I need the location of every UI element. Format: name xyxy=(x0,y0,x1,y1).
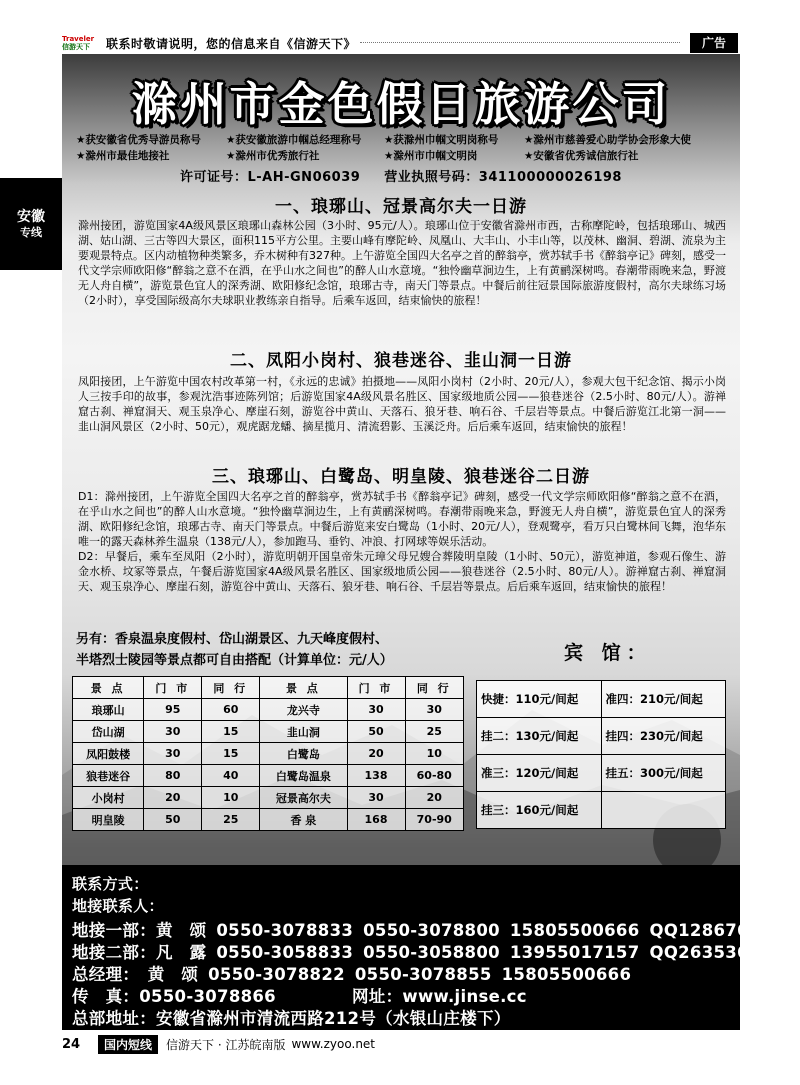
price-table-row xyxy=(73,721,464,743)
route-3-title: 三、琅琊山、白鹭岛、明皇陵、狼巷迷谷二日游 xyxy=(212,467,590,487)
price-table-cell: 25 xyxy=(202,809,260,831)
contact-heading: 联系方式： xyxy=(72,875,149,893)
hotel-rate-cell: 准三：120元/间起 xyxy=(477,755,602,792)
manager-mobile: 15805500666 xyxy=(501,965,632,984)
price-table-cell: 138 xyxy=(347,765,405,787)
logo-line-1: Traveler xyxy=(62,35,95,43)
price-table-cell: 15 xyxy=(202,743,260,765)
price-table-cell: 龙兴寺 xyxy=(260,699,347,721)
col-header-attraction: 景 点 xyxy=(73,677,144,699)
page-footer xyxy=(62,1034,740,1054)
price-table-header-row xyxy=(73,677,464,699)
price-table-row xyxy=(73,809,464,831)
hotel-rate-row xyxy=(477,718,726,755)
hotel-rate-cell: 挂三：160元/间起 xyxy=(477,792,602,829)
manager-phone-1: 0550-3078822 xyxy=(208,965,345,984)
price-table-cell: 20 xyxy=(144,787,202,809)
website-line: 网址：www.jinse.cc xyxy=(352,987,527,1006)
price-table-cell: 168 xyxy=(347,809,405,831)
price-table-row xyxy=(73,699,464,721)
honor-item: ★滁州市巾帼文明岗 xyxy=(384,150,478,162)
price-table-cell: 60 xyxy=(202,699,260,721)
extra-note-line-2: 半塔烈士陵园等景点都可自由搭配（计算单位：元/人） xyxy=(76,653,393,668)
price-table-cell: 琅琊山 xyxy=(73,699,144,721)
honors-row xyxy=(76,132,736,148)
permit-number: 许可证号：L-AH-GN06039 xyxy=(180,170,361,185)
route-1-title: 一、琅琊山、冠景高尔夫一日游 xyxy=(275,197,527,217)
price-table-cell: 60-80 xyxy=(405,765,464,787)
price-table-cell: 明皇陵 xyxy=(73,809,144,831)
dept1-contact-line xyxy=(72,917,796,941)
price-table-cell: 20 xyxy=(347,743,405,765)
honor-item: ★滁州市最佳地接社 xyxy=(76,150,170,162)
hotel-rate-row xyxy=(477,755,726,792)
hotel-rate-cell: 快捷：110元/间起 xyxy=(477,681,602,718)
price-table-cell: 狼巷迷谷 xyxy=(73,765,144,787)
price-table-cell: 韭山洞 xyxy=(260,721,347,743)
publication-logo xyxy=(62,35,96,51)
dept2-phone-1: 0550-3058833 xyxy=(216,943,354,962)
dept1-phone-1: 0550-3078833 xyxy=(216,921,354,940)
price-table-cell: 冠景高尔夫 xyxy=(260,787,347,809)
price-table-cell: 20 xyxy=(405,787,464,809)
col-header-trade: 同 行 xyxy=(405,677,464,699)
price-table-row xyxy=(73,743,464,765)
hotel-rate-table xyxy=(476,680,726,829)
business-license-number: 营业执照号码：341100000026198 xyxy=(384,170,622,185)
hotel-rate-cell: 挂二：130元/间起 xyxy=(477,718,602,755)
dept2-label: 地接二部：凡 露 xyxy=(72,943,207,962)
ticket-price-table xyxy=(72,676,464,831)
col-header-trade: 同 行 xyxy=(202,677,260,699)
price-table-row xyxy=(73,765,464,787)
price-table-cell: 80 xyxy=(144,765,202,787)
dept2-mobile: 13955017157 xyxy=(509,943,640,962)
company-name: 滁州市金色假日旅游公司 xyxy=(131,77,671,131)
hotel-rate-row xyxy=(477,792,726,829)
manager-contact-line xyxy=(72,961,631,985)
headquarters-address: 总部地址：安徽省滁州市清流西路212号（水银山庄楼下） xyxy=(72,1009,511,1028)
honors-list xyxy=(76,132,736,164)
header-bar xyxy=(62,32,740,54)
hotel-rate-cell: 挂四：230元/间起 xyxy=(601,718,726,755)
price-table-cell: 30 xyxy=(144,721,202,743)
honor-item: ★获滁州巾帼文明岗称号 xyxy=(384,134,499,146)
dept2-phone-2: 0550-3058800 xyxy=(363,943,500,962)
dept1-qq: QQ1286764198 xyxy=(649,921,796,940)
price-table-cell: 10 xyxy=(405,743,464,765)
hotel-rate-cell: 挂五：300元/间起 xyxy=(601,755,726,792)
dept1-phone-2: 0550-3078800 xyxy=(363,921,500,940)
price-table-cell: 30 xyxy=(405,699,464,721)
page-number: 24 xyxy=(62,1036,81,1052)
logo-line-2: 信游天下 xyxy=(62,43,90,51)
price-table-cell: 10 xyxy=(202,787,260,809)
price-table-cell: 25 xyxy=(405,721,464,743)
section-tag: 国内短线 xyxy=(98,1035,158,1054)
extra-note-line-1: 另有：香泉温泉度假村、岱山湖景区、九天峰度假村、 xyxy=(76,632,389,647)
dept1-label: 地接一部：黄 颂 xyxy=(72,921,207,940)
contact-notice: 联系时敬请说明，您的信息来自《信游天下》 xyxy=(106,36,357,51)
route-1-description: 滁州接团，游览国家4A级风景区琅琊山森林公园（3小时、95元/人）。琅琊山位于安徽省滁州市西，古称摩陀岭，包括琅琊山、城西湖、姑山湖、三古等四大景区，面积115平方公里。主要山峰有摩陀岭、凤凰山、大丰山、小丰山等，以茂林、幽洞、碧湖、流泉为主要观景特点。区内动植物种类繁多，乔木树种有327种。上午游览全国四大名亭之首的醉翁亭，赏苏轼手书《醉翁亭记》碑刻，感受一代文学宗师欧阳修“醉翁之意不在酒，在乎山水之间也”的醉人山水意境。“独怜幽草涧边生，上有黄鹂深树鸣。春潮带雨晚来急，野渡无人舟自横”，游览景色宜人的深秀湖、欧阳修纪念馆，琅琊古寺，南天门等景点。中餐后前往冠景国际旅游度假村，高尔夫球练习场（2小时），享受国际级高尔夫球职业教练亲自指导。后乘车返回，结束愉快的旅程！ xyxy=(78,219,726,307)
dept2-qq: QQ2635367666 xyxy=(649,943,796,962)
dept2-contact-line xyxy=(72,939,796,963)
honor-item: ★滁州市优秀旅行社 xyxy=(226,150,320,162)
extra-attractions-note xyxy=(76,629,516,671)
honor-item: ★安徽省优秀诚信旅行社 xyxy=(524,150,639,162)
col-header-retail: 门 市 xyxy=(347,677,405,699)
price-table-cell: 30 xyxy=(347,699,405,721)
price-table-cell: 95 xyxy=(144,699,202,721)
price-table-cell: 30 xyxy=(347,787,405,809)
price-table-cell: 岱山湖 xyxy=(73,721,144,743)
manager-phone-2: 0550-3078855 xyxy=(354,965,492,984)
license-info xyxy=(62,166,740,185)
honor-item: ★获安徽省优秀导游员称号 xyxy=(76,134,201,146)
col-header-attraction: 景 点 xyxy=(260,677,347,699)
price-table-cell: 70-90 xyxy=(405,809,464,831)
route-3-description: D1：滁州接团，上午游览全国四大名亭之首的醉翁亭，赏苏轼手书《醉翁亭记》碑刻，感受一代文学宗师欧阳修“醉翁之意不在酒，在乎山水之间也”的醉人山水意境。“独怜幽草涧边生，上有黄鹂深树鸣。春潮带雨晚来急，野渡无人舟自横”，游览景色宜人的深秀湖、欧阳修纪念馆，琅琊古寺、南天门等景点。中餐后游览来安白鹭岛（1小时、20元/人），登观鹭亭，看万只白鹭林间飞舞，泡华东唯一的露天森林养生温泉（138元/人），参加跑马、垂钓、冲浪、打网球等娱乐活动。 D2：早餐后，乘车至凤阳（2小时），游览明朝开国皇帝朱元璋父母兄嫂合葬陵明皇陵（1小时、50元），游览神道，参观石像生、游金水桥、坟冢等景点，午餐后游览国家4A级风景名胜区、国家级地质公园——狼巷迷谷（2.5小时、80元/人）。游禅窟古刹、禅窟洞天、观玉泉净心、摩崖石刻，游览谷中黄山、天落石、狼牙巷、响石谷、千层岩等景点。后后乘车返回，结束愉快的旅程！ xyxy=(78,490,726,593)
local-contacts-heading: 地接联系人： xyxy=(72,897,164,915)
price-table-cell: 50 xyxy=(347,721,405,743)
honor-item: ★滁州市慈善爱心助学协会形象大使 xyxy=(524,134,691,146)
price-table-cell: 白鹭岛 xyxy=(260,743,347,765)
price-table-cell: 30 xyxy=(144,743,202,765)
honors-row xyxy=(76,148,736,164)
ad-panel xyxy=(62,54,740,865)
publication-url: www.zyoo.net xyxy=(291,1037,376,1051)
hotel-heading: 宾 馆： xyxy=(564,642,652,664)
hotel-rate-cell: 准四：210元/间起 xyxy=(601,681,726,718)
col-header-retail: 门 市 xyxy=(144,677,202,699)
price-table-cell: 小岗村 xyxy=(73,787,144,809)
manager-label: 总经理： 黄 颂 xyxy=(72,965,199,984)
ad-label: 广告 xyxy=(690,33,738,53)
price-table-cell: 50 xyxy=(144,809,202,831)
price-table-row xyxy=(73,787,464,809)
side-tab-line-1: 安徽 xyxy=(17,208,45,225)
price-table-cell: 香 泉 xyxy=(260,809,347,831)
publication-name: 信游天下 · 江苏皖南版 xyxy=(166,1037,286,1052)
hotel-rate-row xyxy=(477,681,726,718)
contact-section xyxy=(62,865,796,1030)
dept1-mobile: 15805500666 xyxy=(509,921,640,940)
side-tab xyxy=(0,178,62,270)
price-table-cell: 凤阳鼓楼 xyxy=(73,743,144,765)
hotel-rate-cell xyxy=(601,792,726,829)
route-2-title: 二、凤阳小岗村、狼巷迷谷、韭山洞一日游 xyxy=(230,351,572,371)
price-table-cell: 白鹭岛温泉 xyxy=(260,765,347,787)
price-table-cell: 40 xyxy=(202,765,260,787)
honor-item: ★获安徽旅游巾帼总经理称号 xyxy=(226,134,362,146)
price-table-cell: 15 xyxy=(202,721,260,743)
fax-line: 传 真：0550-3078866 xyxy=(72,987,276,1006)
route-2-description: 凤阳接团，上午游览中国农村改革第一村，《永远的忠诚》拍摄地——凤阳小岗村（2小时、20元/人），参观大包干纪念馆、揭示小岗人三按手印的故事，参观沈浩事迹陈列馆；后游览国家4A级风景名胜区、国家级地质公园——狼巷迷谷（2.5小时、80元/人）。游禅窟古刹、禅窟洞天、观玉泉净心、摩崖石刻，游览谷中黄山、天落石、狼牙巷、响石谷、千层岩等景点。中餐后游览江北第一洞——韭山洞风景区（2小时、50元），观虎踞龙蟠、摘星揽月、清流碧影、玉溪泛舟。后后乘车返回，结束愉快的旅程！ xyxy=(78,375,726,433)
header-divider xyxy=(360,42,680,43)
side-tab-line-2: 专线 xyxy=(20,225,42,239)
